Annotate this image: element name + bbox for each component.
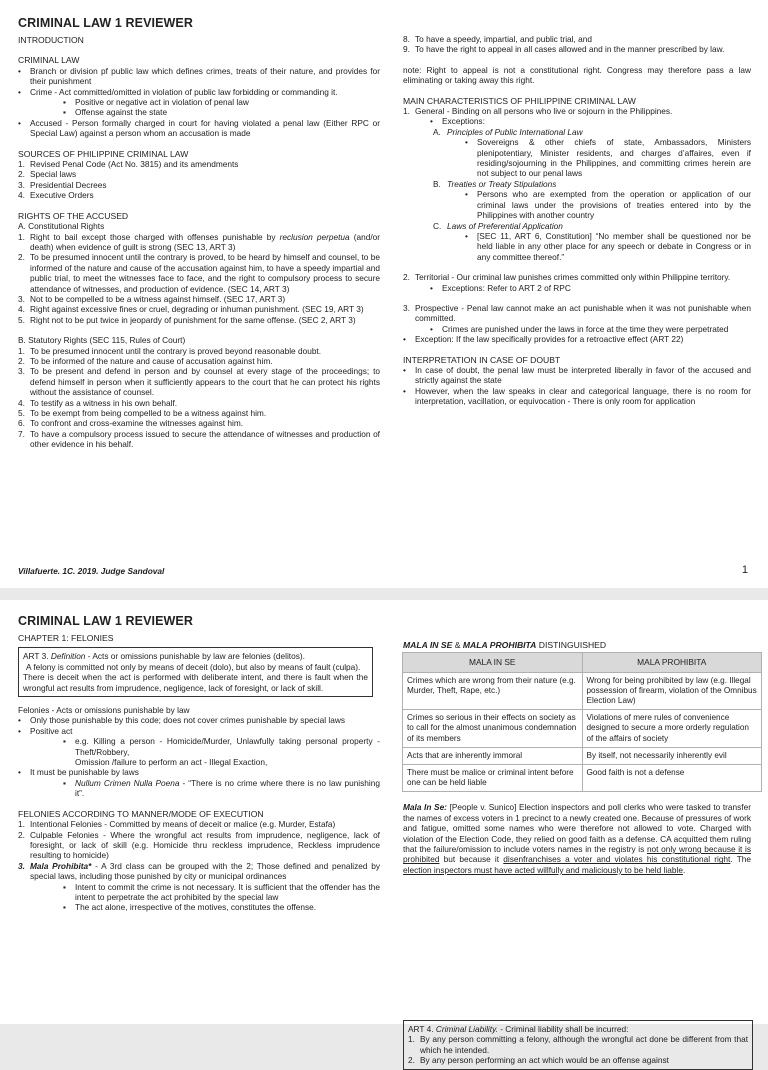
table-row: [403, 747, 762, 764]
list-item: ▪ Positive or negative act in violation of penal law: [63, 97, 249, 108]
list-item: 3. To be present and defend in person and by counsel at every stage of the proceedings; to defend himself in person when it sufficiently appears to the court that he can protect his rights without the assistance of counsel.: [18, 366, 380, 398]
table-row: [403, 765, 762, 792]
list-item: 2. Special laws: [18, 169, 77, 180]
list-item: 1. Revised Penal Code (Act No. 3815) and its amendments: [18, 159, 239, 170]
table-cell: Violations of mere rules of convenience designed to secure a more orderly regulation of the affairs of society: [582, 710, 762, 748]
list-item: • Persons who are exempted from the operation or application of our criminal laws under the provisions of treaties entered into by the Philippines with another country: [465, 189, 751, 221]
list-item: 5. Right not to be put twice in jeopardy of punishment for the same offense. (SEC 2, ART 3): [18, 314, 356, 325]
statutory-rights-list: [18, 346, 380, 450]
list-item: ▪ Nullum Crimen Nulla Poena - “There is no crime where there is no law punishing it”.: [63, 777, 380, 799]
list-item: 1. Intentional Felonies - Committed by means of deceit or malice (e.g. Murder, Estafa): [18, 819, 336, 830]
table-cell: Good faith is not a defense: [582, 765, 762, 792]
list-item: 4. Right against excessive fines or cruel, degrading or inhuman punishment. (SEC 19, ART 3): [18, 304, 364, 315]
list-item: • In case of doubt, the penal law must be interpreted liberally in favor of the accused and strictly against the state: [403, 364, 751, 386]
list-item: • Only those punishable by this code; does not cover crimes punishable by special laws: [18, 715, 345, 726]
subheading-a: A. Principles of Public International Law: [433, 126, 583, 137]
table-row: [403, 710, 762, 748]
table-cell: Acts that are inherently immoral: [403, 747, 583, 764]
section-heading-manner: FELONIES ACCORDING TO MANNER/MODE OF EXECUTION: [18, 808, 264, 819]
statutory-rights-continued: [403, 34, 751, 55]
list-item: 7. To have a compulsory process issued to secure the attendance of witnesses and production of other evidence in his behalf.: [18, 428, 380, 450]
article-3-definition-box: ART 3. Definition - Acts or omissions punishable by law are felonies (delitos). A felony is committed not only by means of deceit (dolo), but also by means of fault (culpa). There is deceit when the act is performed with deliberate intent, and there is fault when the wrongful act results from imprudence, negligence, lack of foresight, or lack of skill.: [18, 647, 373, 697]
table-heading: MALA IN SE & MALA PROHIBITA DISTINGUISHED: [403, 640, 607, 650]
list-item: ▪ Intent to commit the crime is not necessary. It is sufficient that the offender has the intent to perpetrate the act prohibited by the special law: [63, 881, 380, 902]
list-item: 1. To be presumed innocent until the contrary is proved beyond reasonable doubt.: [18, 345, 322, 356]
section-heading-interpretation: INTERPRETATION IN CASE OF DOUBT: [403, 354, 561, 365]
list-item: • However, when the law speaks in clear and categorical language, there is no room for interpretation, vacillation, or equivocation - There is only room for application: [403, 385, 751, 407]
list-item: 1. General - Binding on all persons who live or sojourn in the Philippines.: [403, 106, 673, 117]
constitutional-rights-list: [18, 252, 380, 325]
list-item: • Exceptions:: [430, 116, 485, 127]
list-item: 1. By any person committing a felony, although the wrongful act done be different from that which he intended.: [408, 1034, 748, 1055]
list-item: 2. Culpable Felonies - Where the wrongful act results from imprudence, negligence, lack of foresight, or lack of skill (e.g. Homicide thru reckless imprudence, Reckless imprudence resulting to homicide): [18, 829, 380, 861]
list-item: 2. To be presumed innocent until the contrary is proved, to be heard by himself and counsel, to be informed of the nature and cause of the accusation against him, to have a speedy impartial and public trial, to meet the witnesses face to face, and the right to compulsory process to secure attendance of witnesses, and production of evidence. (SEC 14, ART 3): [18, 252, 380, 294]
page-footer: Villafuerte. 1C. 2019. Judge Sandoval: [18, 566, 165, 576]
list-item: 3. Presidential Decrees: [18, 179, 107, 190]
list-item: 8. To have a speedy, impartial, and public trial, and: [403, 34, 592, 44]
list-item: • Positive act: [18, 725, 73, 736]
list-item: • Exceptions: Refer to ART 2 of RPC: [430, 282, 571, 293]
list-item: 2. By any person performing an act which would be an offense against: [408, 1055, 669, 1066]
subheading-constitutional-rights: A. Constitutional Rights: [18, 221, 105, 232]
table-cell: Crimes so serious in their effects on society as to call for the almost unanimous condemnation of its members: [403, 710, 583, 748]
list-item: 5. To be exempt from being compelled to be a witness against him.: [18, 408, 267, 418]
table-cell: By itself, not necessarily inherently evil: [582, 747, 762, 764]
list-item: 2. Territorial - Our criminal law punishes crimes committed only within Philippine territory.: [403, 272, 731, 283]
list-item: • Accused - Person formally charged in court for having violated a penal law (Either RPC or Special Law) against a person whom an accusation is made: [18, 117, 380, 139]
section-heading-sources: SOURCES OF PHILIPPINE CRIMINAL LAW: [18, 148, 189, 159]
case-paragraph: Mala In Se: [People v. Sunico] Election inspectors and poll clerks who were tasked to transfer the names of excess voters in 1 precinct to a newly created one. Because of pressures of work and fatigue, omitted some names who were therefore not allowed to vote. Charged with violation of the Election Code, they relied on good faith as a defense. CA acquitted them ruling that the failure/omission to include voters names in the registry is not only wrong because it is prohibited but because it disenfranchises a voter and violates his constitutional right. The election inspectors must have acted willfully and maliciously to be held liable.: [403, 802, 751, 875]
section-heading-main-characteristics: MAIN CHARACTERISTICS OF PHILIPPINE CRIMINAL LAW: [403, 95, 636, 106]
table-header: MALA IN SE: [403, 653, 583, 672]
page-title: CRIMINAL LAW 1 REVIEWER: [18, 614, 193, 628]
list-item: • [SEC 11, ART 6, Constitution] “No member shall be questioned nor be held liable in any other place for any speech or debate in Congress or in any committee thereof.”: [465, 230, 751, 262]
list-item: 4. To testify as a witness in his own behalf.: [18, 397, 178, 408]
list-item: 1. Right to bail except those charged with offenses punishable by reclusion perpetua (and/or death) when evidence of guilt is strong (SEC 13, ART 3): [18, 231, 381, 252]
chapter-heading: CHAPTER 1: FELONIES: [18, 633, 114, 643]
list-item: 3. Mala Prohibita* - A 3rd class can be grouped with the 2; Those defined and penalized by special laws, including those punished by city or municipal ordinances: [18, 860, 381, 882]
list-item: • Crimes are punished under the laws in force at the time they were perpetrated: [430, 323, 729, 334]
table-cell: Wrong for being prohibited by law (e.g. Illegal possession of firearm, violation of the Omnibus Election Law): [582, 672, 762, 710]
section-heading-introduction: INTRODUCTION: [18, 35, 84, 45]
comparison-table: [402, 652, 762, 792]
list-item: • Branch or division pf public law which defines crimes, treats of their nature, and provides for their punishment: [18, 65, 380, 87]
page2-left-column: [18, 614, 380, 913]
page2-right-column: [403, 640, 757, 1066]
section-heading-rights: RIGHTS OF THE ACCUSED: [18, 210, 129, 221]
article-4-box: ART 4. Criminal Liability. - Criminal liability shall be incurred: 1. By any person committing a felony, although the wrongful act done be different from that which he intended. 2. By any person performing an act which would be an offense against: [403, 1020, 753, 1070]
list-item: ▪ e.g. Killing a person - Homicide/Murder, Unlawfully taking personal property - Theft/Robbery,: [63, 736, 380, 757]
felonies-definition: Felonies - Acts or omissions punishable by law: [18, 705, 190, 716]
list-item: ▪ The act alone, irrespective of the motives, constitutes the offense.: [63, 902, 317, 913]
page-number: 1: [741, 564, 748, 576]
list-item: 6. To confront and cross-examine the witnesses against him.: [18, 418, 244, 429]
section-heading-criminal-law: CRIMINAL LAW: [18, 55, 80, 66]
table-cell: There must be malice or criminal intent before one can be held liable: [403, 765, 583, 792]
subheading-statutory-rights: B. Statutory Rights (SEC 115, Rules of Court): [18, 335, 186, 346]
document-page-2: [0, 600, 768, 1066]
list-item: • Crime - Act committed/omitted in violation of public law forbidding or commanding it.: [18, 86, 338, 97]
table-row: [403, 672, 762, 710]
list-item: • It must be punishable by laws: [18, 767, 139, 778]
list-item: ▪ Offense against the state: [63, 107, 168, 118]
list-item: 3. Not to be compelled to be a witness against himself. (SEC 17, ART 3): [18, 293, 286, 304]
manner-list: [18, 819, 380, 861]
table-cell: Crimes which are wrong from their nature (e.g. Murder, Theft, Rape, etc.): [403, 672, 583, 710]
page1-left-column: [18, 16, 380, 450]
note: note: Right to appeal is not a constitutional right. Congress may therefore pass a law eliminating or taking away this right.: [403, 64, 751, 86]
list-item: 4. Executive Orders: [18, 190, 94, 201]
list-item: 9. To have the right to appeal in all cases allowed and in the manner prescribed by law.: [403, 44, 725, 55]
list-item: 3. Prospective - Penal law cannot make an act punishable when it was not punishable when committed.: [403, 302, 751, 324]
list-item: 2. To be informed of the nature and cause of accusation against him.: [18, 355, 273, 366]
table-header: MALA PROHIBITA: [582, 653, 762, 672]
sources-list: [18, 159, 380, 201]
list-item: Omission /failure to perform an act - Illegal Exaction,: [75, 757, 268, 768]
subheading-c: C. Laws of Preferential Application: [433, 220, 563, 231]
list-item: • Sovereigns & other chiefs of state, Ambassadors, Ministers plenipotentiary, Minister residents, and charges d’affaires, even if residing/sojourning in the Philippines, and committing crimes herein are not subject to our penal laws: [465, 137, 751, 179]
list-item: • Exception: If the law specifically provides for a retroactive effect (ART 22): [403, 334, 684, 345]
page1-right-column: [403, 34, 751, 407]
page-title: CRIMINAL LAW 1 REVIEWER: [18, 16, 193, 30]
subheading-b: B. Treaties or Treaty Stipulations: [433, 178, 557, 189]
